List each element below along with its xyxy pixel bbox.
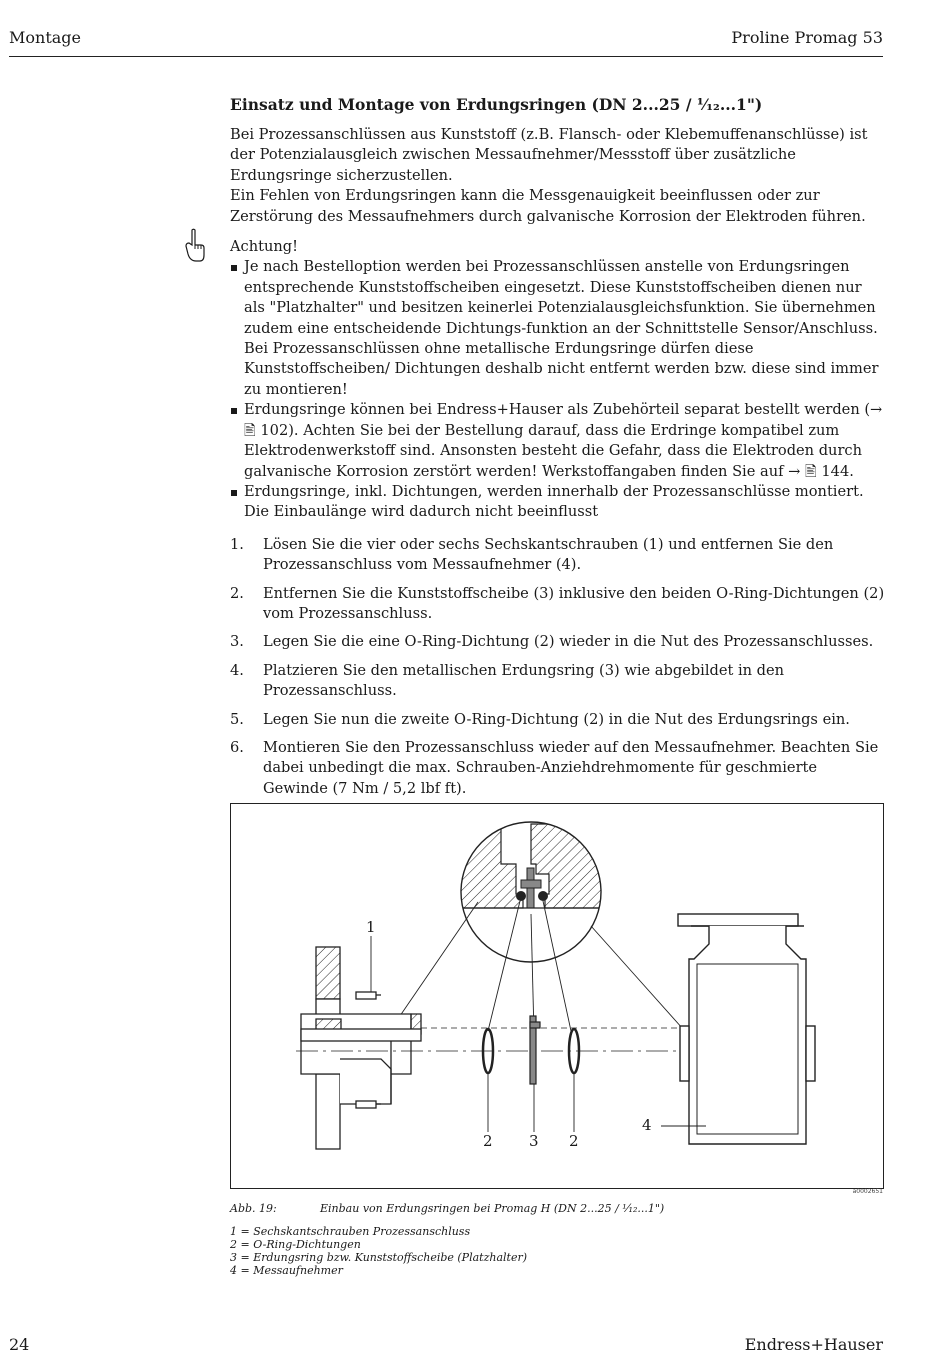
step-text: Montieren Sie den Prozessanschluss wieder auf den Messaufnehmer. Beachten Sie dabei unbedingt die max. Schrauben-Anziehdrehmomente für geschmierte Gewinde (7 Nm / 5,2 lbf ft).: [263, 738, 879, 797]
step-item: [230, 632, 886, 652]
process-connection: [301, 947, 421, 1149]
step-text: Legen Sie die eine O-Ring-Dichtung (2) wieder in die Nut des Prozessanschlusses.: [263, 633, 874, 651]
step-text: Lösen Sie die vier oder sechs Sechskantschrauben (1) und entfernen Sie den Prozessanschluss vom Messaufnehmer (4).: [263, 535, 834, 574]
legend-item: 3 = Erdungsring bzw. Kunststoffscheibe (Platzhalter): [230, 1251, 528, 1264]
legend-item: 2 = O-Ring-Dichtungen: [230, 1238, 361, 1251]
figure-legend: [230, 1225, 527, 1277]
figure-caption: [230, 1202, 664, 1215]
header-product-name: Proline Promag 53: [731, 28, 883, 47]
figure-label-2-right: 2: [569, 1132, 579, 1150]
step-item: [230, 738, 886, 799]
installation-figure: [230, 803, 884, 1189]
caution-label: Achtung!: [230, 238, 298, 256]
grounding-ring: [530, 1016, 540, 1084]
step-text: Legen Sie nun die zweite O-Ring-Dichtung (2) in die Nut des Erdungsrings ein.: [263, 710, 850, 728]
detail-leader-lines: [391, 901, 683, 1034]
intro-text: [230, 125, 886, 227]
step-item: [230, 535, 886, 576]
page-number: 24: [9, 1335, 30, 1354]
step-number: 4.: [230, 661, 244, 679]
step-number: 6.: [230, 738, 244, 756]
step-item: [230, 710, 886, 730]
header-section-title: Montage: [9, 28, 81, 47]
caution-note: Die Einbaulänge wird dadurch nicht beeinflusst: [244, 503, 599, 521]
figure-caption-text: Einbau von Erdungsringen bei Promag H (DN 2...25 / ¹⁄₁₂...1"): [320, 1202, 665, 1215]
step-number: 2.: [230, 584, 244, 602]
figure-label-1: 1: [366, 918, 376, 936]
detail-view: [451, 822, 611, 962]
step-item: [230, 584, 886, 625]
grounding-ring-diagram: [231, 804, 883, 1188]
step-text: Entfernen Sie die Kunststoffscheibe (3) inklusive den beiden O-Ring-Dichtungen (2) vom Prozessanschluss.: [263, 584, 885, 622]
footer-company: Endress+Hauser: [744, 1335, 883, 1354]
figure-code: a0002651: [852, 1188, 883, 1195]
caution-item: Erdungsringe können bei Endress+Hauser als Zubehörteil separat bestellt werden (→ 🖹 102). Achten Sie bei der Bestellung darauf, dass die Erdringe kompatibel zum Elektrodenwerkstoff sind. Ansonsten besteht die Gefahr, dass die Elektroden durch galvanische Korrosion zerstört werden! Werkstoffangaben finden Sie auf → 🖹 144.: [230, 400, 886, 482]
header-rule: [9, 56, 883, 57]
intro-paragraph: Bei Prozessanschlüssen aus Kunststoff (z.B. Flansch- oder Klebemuffenanschlüsse) ist der Potenzialausgleich zwischen Messaufnehmer/Messstoff über zusätzliche Erdungsringe sicherzustellen.: [230, 126, 868, 184]
figure-label-4: 4: [642, 1116, 652, 1134]
step-text: Platzieren Sie den metallischen Erdungsring (3) wie abgebildet in den Prozessanschluss.: [263, 661, 785, 700]
caution-list: [230, 257, 886, 502]
figure-caption-label: Abb. 19:: [230, 1202, 277, 1215]
main-content: [230, 94, 886, 807]
steps-list: [230, 535, 886, 799]
legend-item: 4 = Messaufnehmer: [230, 1264, 343, 1277]
step-number: 1.: [230, 535, 244, 553]
figure-label-2-left: 2: [483, 1132, 493, 1150]
step-number: 5.: [230, 710, 244, 728]
step-number: 3.: [230, 633, 244, 651]
caution-item: Je nach Bestelloption werden bei Prozessanschlüssen anstelle von Erdungsringen entsprechende Kunststoffscheiben eingesetzt. Diese Kunststoffscheiben dienen nur als "Platzhalter" und besitzen keinerlei Potenzialausgleichsfunktion. Sie übernehmen zudem eine entscheidende Dichtungs-funktion an der Schnittstelle Sensor/Anschluss. Bei Prozessanschlüssen ohne metallische Erdungsringe dürfen diese Kunststoffscheiben/ Dichtungen deshalb nicht entfernt werden bzw. diese sind immer zu montieren!: [230, 257, 886, 400]
figure-label-3: 3: [529, 1132, 539, 1150]
sensor-body: [678, 914, 815, 1144]
step-item: [230, 661, 886, 702]
legend-item: 1 = Sechskantschrauben Prozessanschluss: [230, 1225, 471, 1238]
caution-item: Erdungsringe, inkl. Dichtungen, werden innerhalb der Prozessanschlüsse montiert.: [230, 482, 886, 502]
section-title: Einsatz und Montage von Erdungsringen (DN 2...25 / ¹⁄₁₂...1"): [230, 95, 763, 114]
pointing-hand-icon: [183, 228, 207, 264]
intro-paragraph-2: Ein Fehlen von Erdungsringen kann die Messgenauigkeit beeinflussen oder zur Zerstörung des Messaufnehmers durch galvanische Korrosion der Elektroden führen.: [230, 187, 866, 225]
